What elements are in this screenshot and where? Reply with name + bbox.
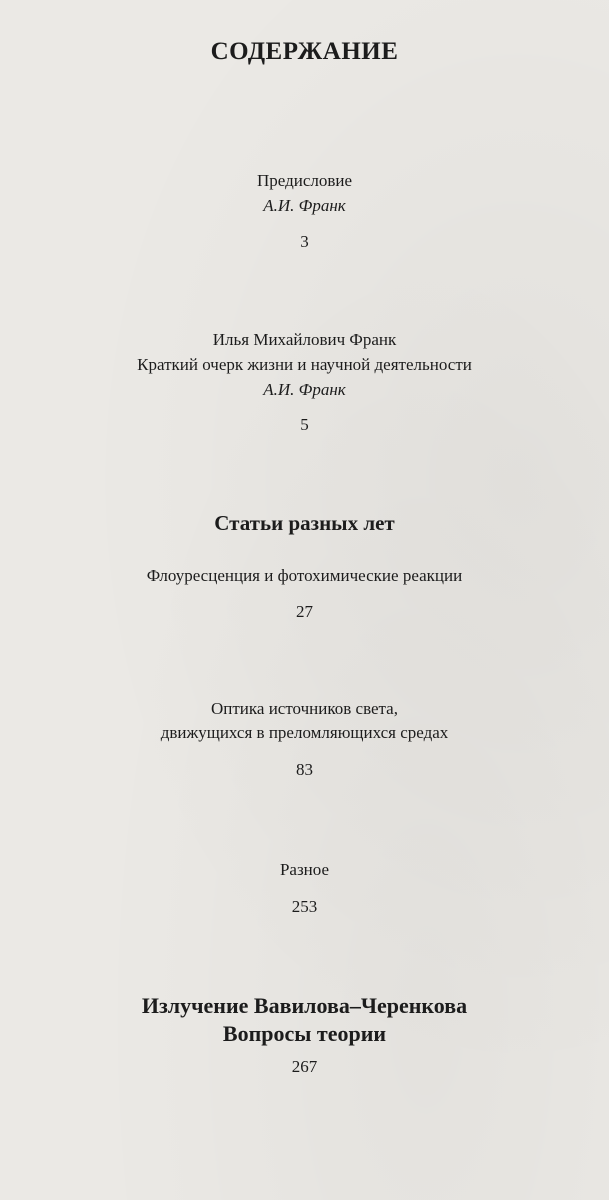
section-title-radiation-line1: Излучение Вавилова–Черенкова (141, 993, 468, 1018)
toc-entry-biography-author: А.И. Франк (263, 380, 346, 399)
toc-entry-biography-name: Илья Михайлович Франк (212, 330, 397, 349)
section-title-radiation-line2: Вопросы теории (222, 1021, 387, 1046)
toc-entry-biography-title: Краткий очерк жизни и научной деятельности (137, 355, 472, 374)
toc-entry-optics-title-line1: Оптика источников света, (211, 699, 398, 718)
toc-entry-misc-title: Разное (279, 860, 330, 879)
toc-entry-optics-page: 83 (296, 760, 313, 779)
toc-entry-fluorescence-page: 27 (296, 602, 313, 621)
toc-entry-preface-title: Предисловие (256, 171, 353, 190)
toc-entry-preface-page: 3 (300, 232, 309, 251)
toc-entry-optics-title-line2: движущихся в преломляющихся средах (160, 723, 449, 742)
toc-entry-biography-page: 5 (300, 415, 309, 434)
page-title: СОДЕРЖАНИЕ (210, 38, 399, 65)
toc-entry-preface-author: А.И. Франк (263, 196, 346, 215)
toc-entry-radiation-page: 267 (291, 1057, 318, 1076)
section-title-articles: Статьи разных лет (214, 511, 395, 535)
toc-entry-misc-page: 253 (291, 897, 318, 916)
toc-entry-fluorescence-title: Флоуресценция и фотохимические реакции (146, 566, 463, 585)
